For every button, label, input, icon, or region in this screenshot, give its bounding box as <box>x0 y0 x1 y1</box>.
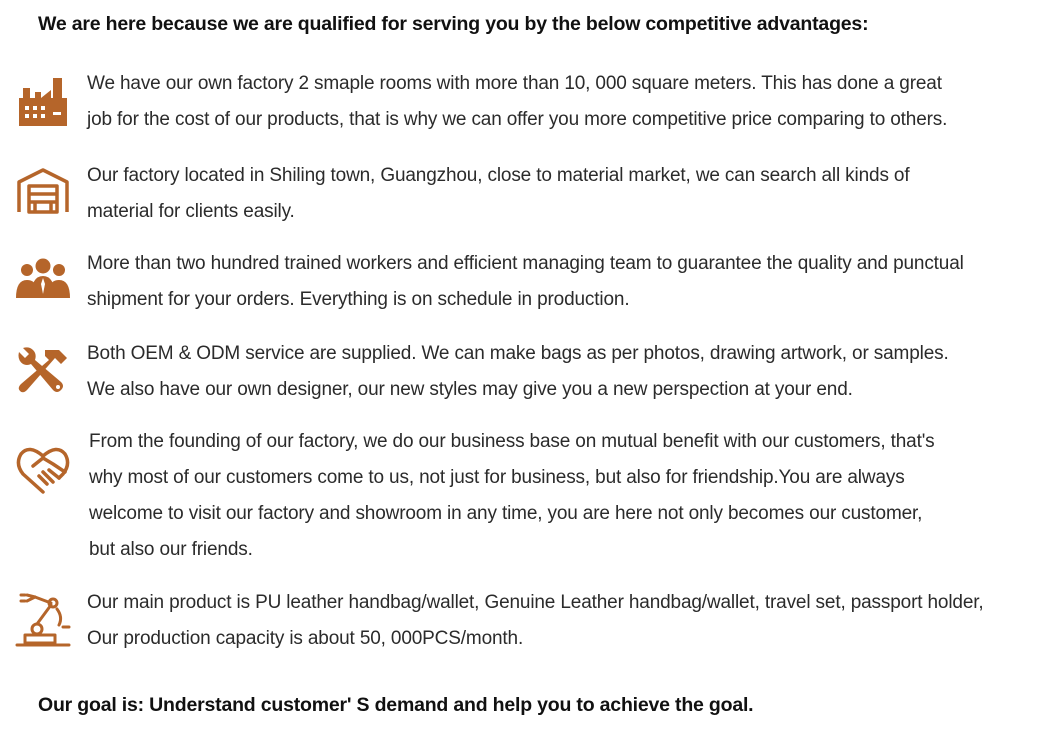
warehouse-icon <box>15 164 71 220</box>
advantage-text <box>87 585 1047 657</box>
advantage-text <box>89 424 1049 568</box>
text-line: job for the cost of our products, that is why we can offer you more competitive price comparing to others. <box>87 109 948 130</box>
text-line: shipment for your orders. Everything is on schedule in production. <box>87 289 630 310</box>
advantage-text <box>87 336 1047 408</box>
goal-statement: Our goal is: Understand customer' S demand and help you to achieve the goal. <box>38 694 754 716</box>
text-line: Our production capacity is about 50, 000PCS/month. <box>87 628 524 649</box>
text-line: More than two hundred trained workers and efficient managing team to guarantee the quality and punctual <box>87 253 964 274</box>
text-line: Both OEM & ODM service are supplied. We can make bags as per photos, drawing artwork, or samples. <box>87 343 949 364</box>
text-line: but also our friends. <box>89 539 253 560</box>
team-icon <box>15 254 71 310</box>
text-line: Our main product is PU leather handbag/wallet, Genuine Leather handbag/wallet, travel set, passport holder, <box>87 592 984 613</box>
advantage-text <box>87 246 1047 318</box>
robot-arm-icon <box>15 591 71 647</box>
advantage-text <box>87 66 1047 138</box>
text-line: Our factory located in Shiling town, Guangzhou, close to material market, we can search all kinds of <box>87 165 910 186</box>
advantage-text <box>87 158 1047 230</box>
tools-icon <box>15 344 71 400</box>
intro-heading: We are here because we are qualified for serving you by the below competitive advantages: <box>38 13 869 35</box>
text-line: We have our own factory 2 smaple rooms with more than 10, 000 square meters. This has done a great <box>87 73 942 94</box>
text-line: We also have our own designer, our new styles may give you a new perspection at your end. <box>87 379 853 400</box>
factory-icon <box>15 74 71 130</box>
text-line: welcome to visit our factory and showroom in any time, you are here not only becomes our customer, <box>89 503 923 524</box>
text-line: From the founding of our factory, we do our business base on mutual benefit with our customers, that's <box>89 431 935 452</box>
text-line: material for clients easily. <box>87 201 295 222</box>
text-line: why most of our customers come to us, not just for business, but also for friendship.You are always <box>89 467 905 488</box>
handshake-heart-icon <box>15 442 71 498</box>
